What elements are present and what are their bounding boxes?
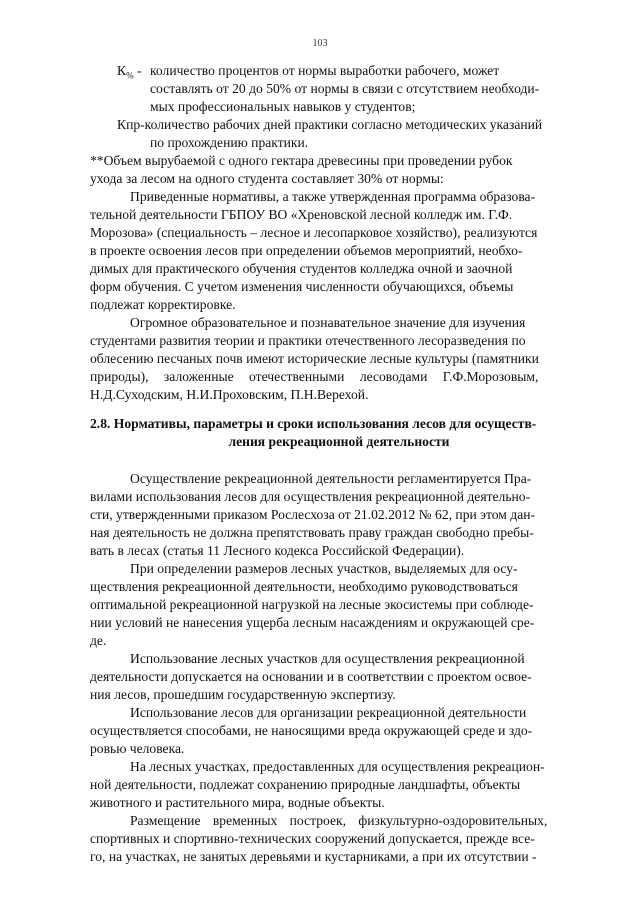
text-line: ной деятельности, подлежат сохранению природные ландшафты, объекты <box>90 777 521 792</box>
section-heading-cont: ления рекреационной деятельности <box>228 434 450 449</box>
text-line: Кпр-количество рабочих дней практики согласно методических указаний <box>117 117 543 132</box>
text-line: Огромное образовательное и познавательное значение для изучения <box>130 315 526 330</box>
text-line: осуществляется способами, не наносящими вреда окружающей среде и здо- <box>90 723 533 738</box>
text-line: димых для практического обучения студентов колледжа очной и заочной <box>90 261 513 276</box>
text-line: оптимальной рекреационной нагрузкой на лесные экосистемы при соблюде- <box>90 597 534 612</box>
text-line: нии условий не нанесения ущерба лесным насаждениям и окружающей сре- <box>90 615 535 630</box>
text-line: тельной деятельности ГБПОУ ВО «Хреновской лесной колледж им. Г.Ф. <box>90 207 513 222</box>
text-line: Размещение временных построек, физкультурно-оздоровительных, <box>130 813 548 828</box>
text-line: ровью человека. <box>90 741 185 756</box>
text-line: вать в лесах (статья 11 Лесного кодекса Российской Федерации). <box>90 543 465 558</box>
text-line: подлежат корректировке. <box>90 297 236 312</box>
text-line: ная деятельность не должна препятствовать праву граждан свободно пребы- <box>90 525 534 540</box>
text-line: составлять от 20 до 50% от нормы в связи с отсутствием необходи- <box>150 81 540 96</box>
text-line: Использование лесных участков для осуществления рекреационной <box>130 651 525 666</box>
text-line: природы), заложенные отечественными лесоводами Г.Ф.Морозовым, <box>90 369 539 384</box>
text-line: ухода за лесом на одного студента составляет 30% от нормы: <box>90 171 444 186</box>
text-line: де. <box>90 633 107 648</box>
text-line: ществления рекреационной деятельности, необходимо руководствоваться <box>90 579 518 594</box>
text-line: **Объем вырубаемой с одного гектара древесины при проведении рубок <box>90 153 513 168</box>
text-line: вилами использования лесов для осуществления рекреационной деятельно- <box>90 489 531 504</box>
text-line: При определении размеров лесных участков, выделяемых для осу- <box>130 561 518 576</box>
text-line: студентами развития теории и практики отечественного лесоразведения по <box>90 333 526 348</box>
section-heading: 2.8. Нормативы, параметры и сроки использования лесов для осуществ- <box>90 416 537 431</box>
text-line: облесению песчаных почв имеют исторические лесные культуры (памятники <box>90 351 539 366</box>
text-line: Использование лесов для организации рекреационной деятельности <box>130 705 527 720</box>
text-line: На лесных участках, предоставленных для осуществления рекреацион- <box>130 759 545 774</box>
text-line: количество процентов от нормы выработки рабочего, может <box>150 63 500 78</box>
text-line: сти, утвержденными приказом Рослесхоза от 21.02.2012 № 62, при этом дан- <box>90 507 536 522</box>
text-line: спортивных и спортивно-технических сооружений допускается, прежде все- <box>90 831 535 846</box>
text-line: Морозова» (специальность – лесное и лесопарковое хозяйство), реализуются <box>90 225 538 240</box>
text-line: ния лесов, прошедшим государственную экспертизу. <box>90 687 396 702</box>
text-line: животного и растительного мира, водные объекты. <box>90 795 385 810</box>
text-line: форм обучения. С учетом изменения численности обучающихся, объемы <box>90 279 514 294</box>
text-line: Осуществление рекреационной деятельности регламентируется Пра- <box>130 471 532 486</box>
text-line: Н.Д.Суходским, Н.И.Проховским, П.Н.Верехой. <box>90 387 369 402</box>
text-line: по прохождению практики. <box>150 135 309 150</box>
k-percent-symbol: $К_{\%}$ - <box>117 63 142 81</box>
page-number: 103 <box>312 38 328 49</box>
text-line: в проекте освоения лесов при определении объемов мероприятий, необхо- <box>90 243 523 258</box>
text-line: Приведенные нормативы, а также утвержденная программа образова- <box>130 189 536 204</box>
text-line: го, на участках, не занятых деревьями и кустарниками, а при их отсутствии - <box>90 849 537 864</box>
text-line: мых профессиональных навыков у студентов; <box>150 99 416 114</box>
text-line: деятельности допускается на основании и в соответствии с проектом освое- <box>90 669 532 684</box>
